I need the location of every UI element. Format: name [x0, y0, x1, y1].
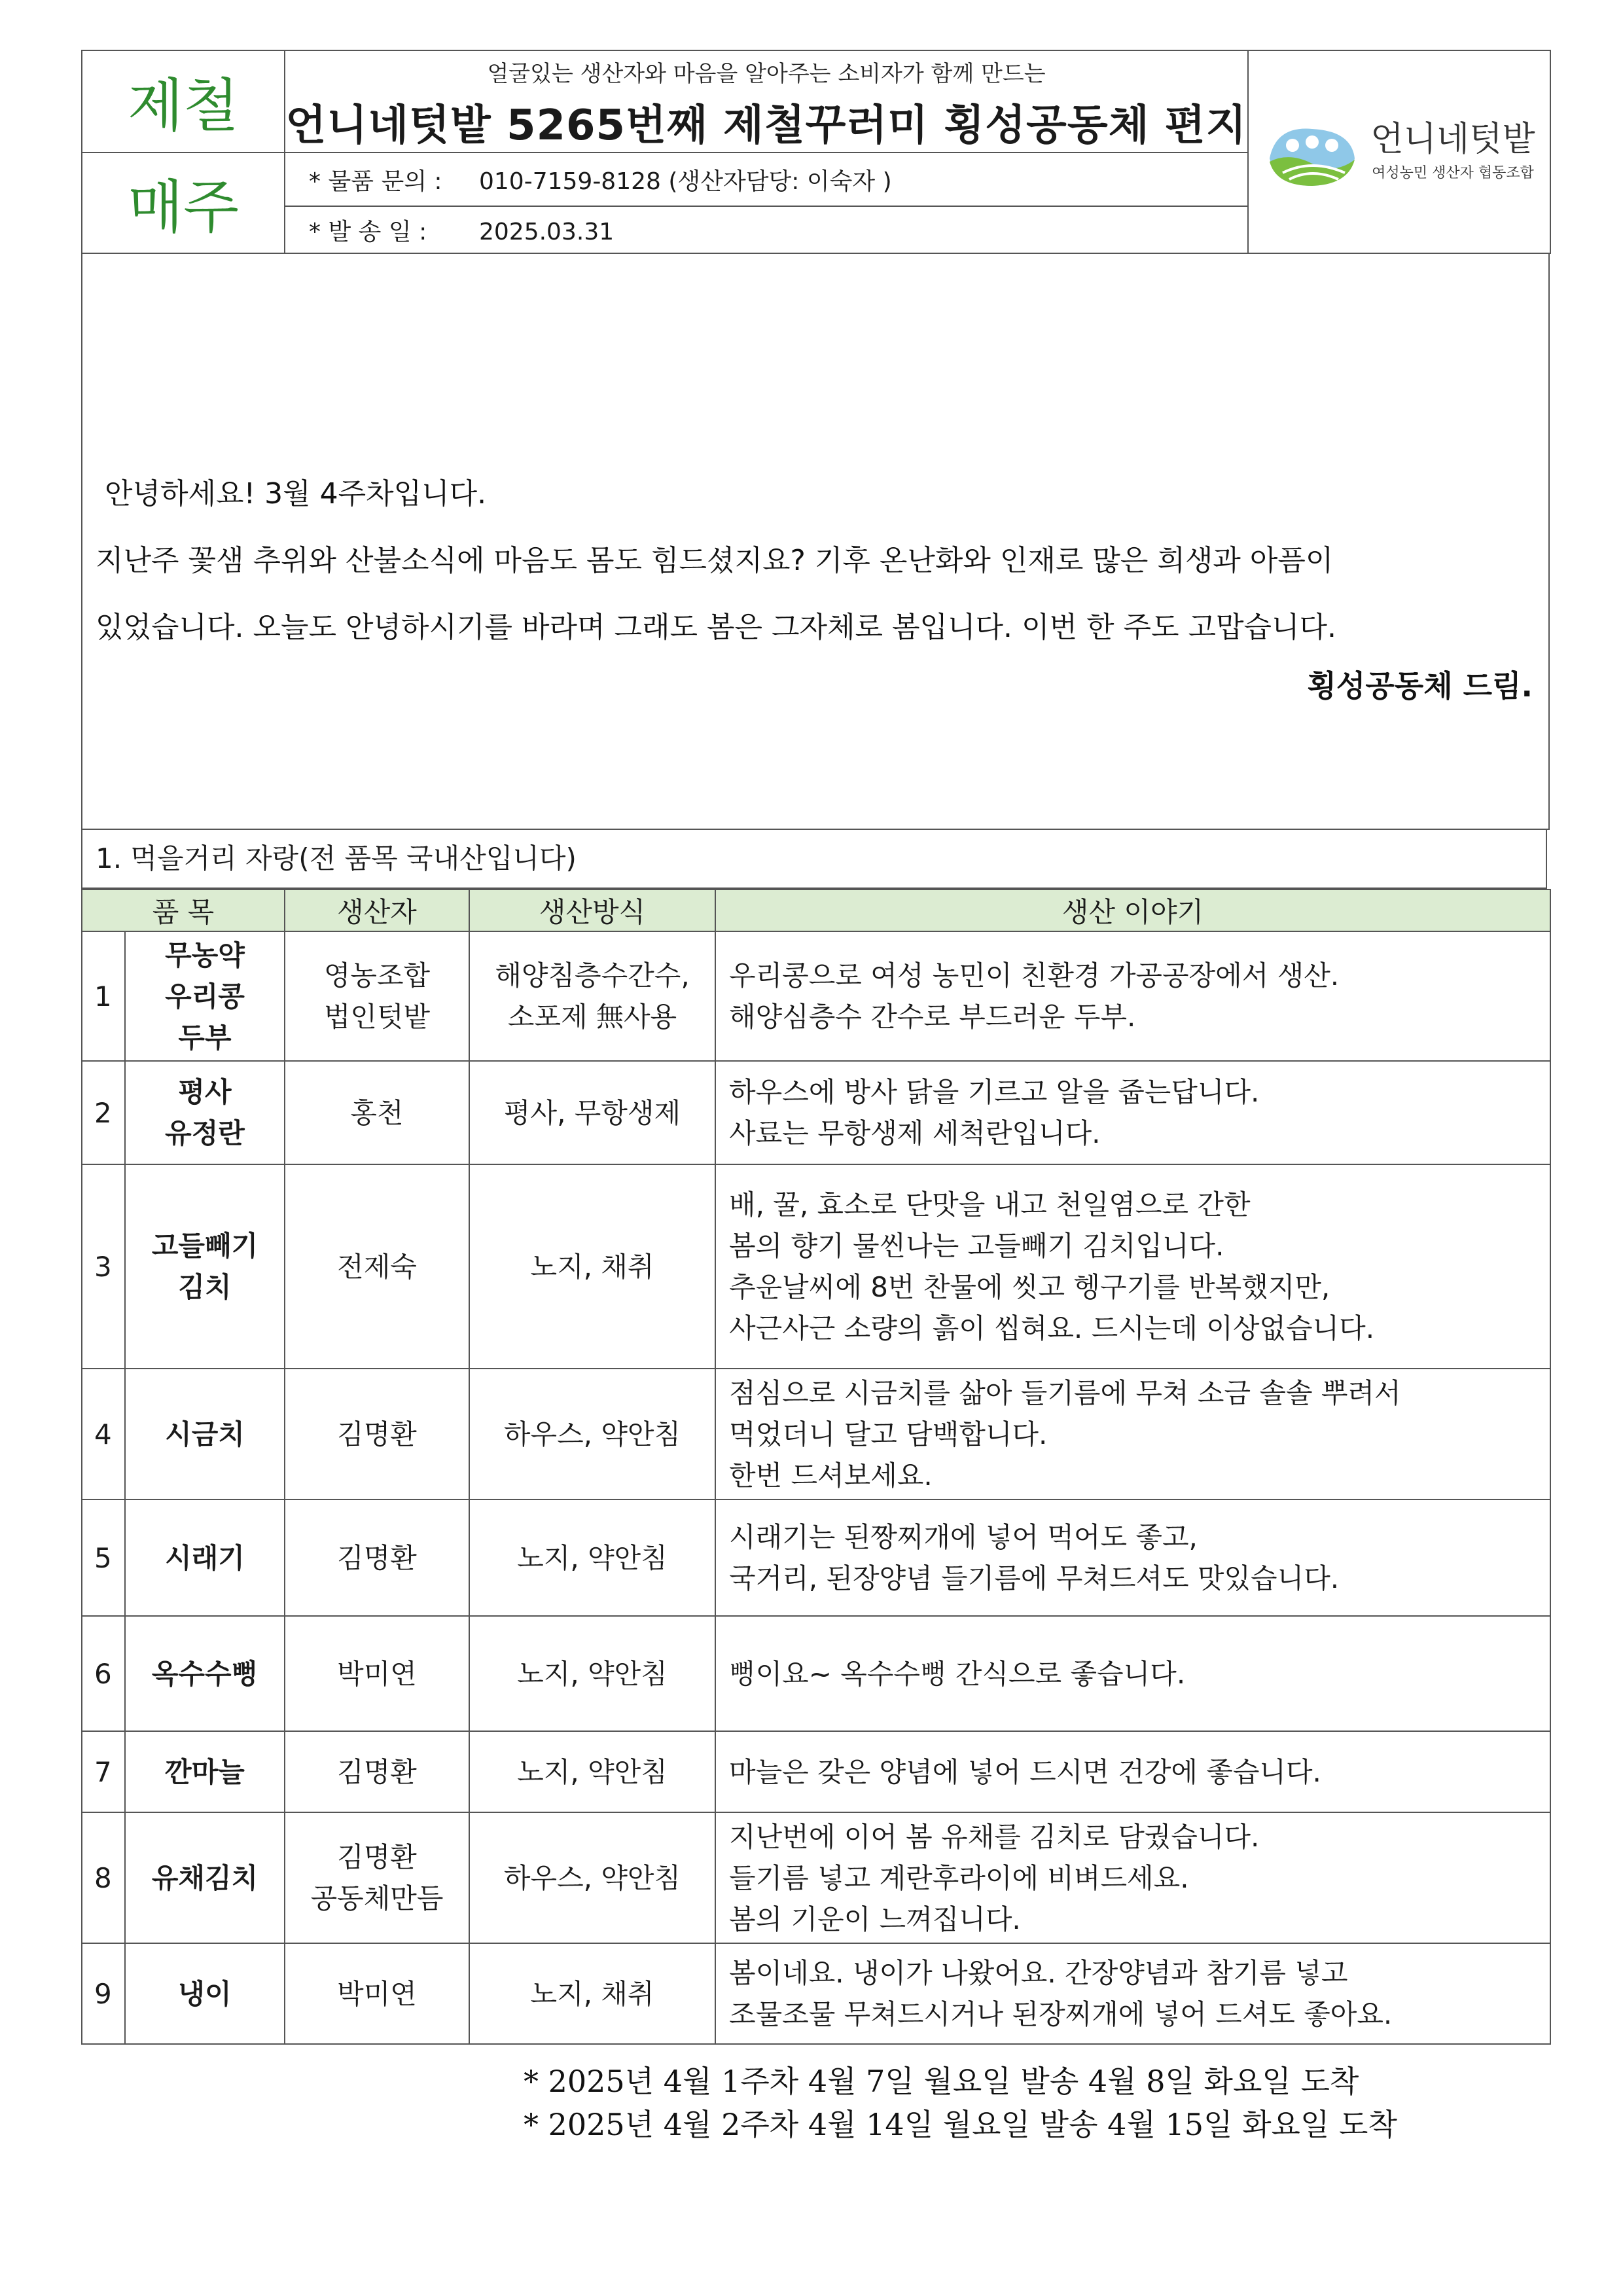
method: 노지, 채취 — [469, 1164, 715, 1369]
story: 봄이네요. 냉이가 나왔어요. 간장양념과 참기름 넣고 조물조물 무쳐드시거나 된장찌개에 넣어 드셔도 좋아요. — [715, 1943, 1550, 2044]
row-number: 7 — [82, 1731, 125, 1812]
producer: 김명환 공동체만듬 — [285, 1812, 469, 1943]
header-method: 생산방식 — [469, 889, 715, 931]
table-row — [82, 1369, 1550, 1499]
inquiry-value: 010-7159-8128 (생산자담당: 이숙자 ) — [479, 168, 892, 195]
story: 배, 꿀, 효소로 단맛을 내고 천일염으로 간한 봄의 향기 물씬나는 고들빼기 김치입니다. 추운날씨에 8번 찬물에 씻고 헹구기를 반복했지만, 사근사근 소량의 흙이 씹혀요. 드시는데 이상없습니다. — [715, 1164, 1550, 1369]
row-number: 6 — [82, 1616, 125, 1731]
table-row — [82, 1943, 1550, 2044]
item-name: 고들빼기 김치 — [125, 1164, 285, 1369]
story: 시래기는 된짱찌개에 넣어 먹어도 좋고, 국거리, 된장양념 들기름에 무쳐드셔도 맛있습니다. — [715, 1499, 1550, 1616]
producer: 전제숙 — [285, 1164, 469, 1369]
delivery-note-1: * 2025년 4월 1주차 4월 7일 월요일 발송 4월 8일 화요일 도착 — [524, 2064, 1359, 2099]
story: 지난번에 이어 봄 유채를 김치로 담궜습니다. 들기름 넣고 계란후라이에 비벼드세요. 봄의 기운이 느껴집니다. — [715, 1812, 1550, 1943]
row-number: 1 — [82, 931, 125, 1061]
row-number: 3 — [82, 1164, 125, 1369]
item-name: 옥수수뻥 — [125, 1616, 285, 1731]
producer: 김명환 — [285, 1369, 469, 1499]
method: 노지, 약안침 — [469, 1616, 715, 1731]
item-name: 무농약 우리콩 두부 — [125, 931, 285, 1061]
header-table — [81, 50, 1551, 254]
table-row — [82, 1812, 1550, 1943]
producer: 김명환 — [285, 1731, 469, 1812]
story: 하우스에 방사 닭을 기르고 알을 줍는답니다. 사료는 무항생제 세척란입니다. — [715, 1061, 1550, 1164]
item-name: 유채김치 — [125, 1812, 285, 1943]
letter-line-2: 지난주 꽃샘 추위와 산불소식에 마음도 몸도 힘드셨지요? 기후 온난화와 인재로 많은 희생과 아픔이 — [96, 544, 1334, 577]
producer: 홍천 — [285, 1061, 469, 1164]
method: 해양침층수간수, 소포제 無사용 — [469, 931, 715, 1061]
method: 노지, 약안침 — [469, 1731, 715, 1812]
method: 하우스, 약안침 — [469, 1812, 715, 1943]
table-row — [82, 1499, 1550, 1616]
letter-line-3: 있었습니다. 오늘도 안녕하시기를 바라며 그래도 봄은 그자체로 봄입니다. 이번 한 주도 고맙습니다. — [96, 611, 1336, 644]
story: 뻥이요~ 옥수수뻥 간식으로 좋습니다. — [715, 1616, 1550, 1731]
letter-signature: 횡성공동체 드림. — [1307, 668, 1533, 704]
method: 평사, 무항생제 — [469, 1061, 715, 1164]
subtitle: 얼굴있는 생산자와 마음을 알아주는 소비자가 함께 만드는 — [487, 60, 1046, 87]
header-producer: 생산자 — [285, 889, 469, 931]
ship-value: 2025.03.31 — [479, 218, 615, 245]
ship-row — [285, 206, 1248, 253]
story: 우리콩으로 여성 농민이 친환경 가공공장에서 생산. 해양심층수 간수로 부드러운 두부. — [715, 931, 1550, 1061]
story: 점심으로 시금치를 삶아 들기름에 무쳐 소금 솔솔 뿌려서 먹었더니 달고 담백합니다. 한번 드셔보세요. — [715, 1369, 1550, 1499]
row-number: 5 — [82, 1499, 125, 1616]
table-row — [82, 1731, 1550, 1812]
item-name: 시래기 — [125, 1499, 285, 1616]
section-title: 1. 먹을거리 자랑(전 품목 국내산입니다) — [81, 829, 1547, 889]
table-row — [82, 931, 1550, 1061]
product-rows — [82, 931, 1550, 2044]
row-number: 9 — [82, 1943, 125, 2044]
side-label-bottom: 매주 — [82, 152, 285, 253]
method: 노지, 약안침 — [469, 1499, 715, 1616]
producer: 김명환 — [285, 1499, 469, 1616]
row-number: 2 — [82, 1061, 125, 1164]
row-number: 8 — [82, 1812, 125, 1943]
logo-block — [1248, 50, 1550, 253]
item-name: 시금치 — [125, 1369, 285, 1499]
delivery-note-2: * 2025년 4월 2주차 4월 14일 월요일 발송 4월 15일 화요일 도착 — [524, 2107, 1397, 2142]
header-story: 생산 이야기 — [715, 889, 1550, 931]
logo-name: 언니네텃밭 — [1370, 119, 1535, 159]
header-item: 품 목 — [82, 889, 285, 931]
product-table — [81, 889, 1551, 2045]
letter-line-1: 안녕하세요! 3월 4주차입니다. — [105, 477, 487, 511]
side-label-top: 제철 — [82, 50, 285, 152]
table-row — [82, 1616, 1550, 1731]
producer: 영농조합 법인텃밭 — [285, 931, 469, 1061]
table-row — [82, 1061, 1550, 1164]
method: 하우스, 약안침 — [469, 1369, 715, 1499]
item-name: 냉이 — [125, 1943, 285, 2044]
item-name: 평사 유정란 — [125, 1061, 285, 1164]
story: 마늘은 갖은 양념에 넣어 드시면 건강에 좋습니다. — [715, 1731, 1550, 1812]
producer: 박미연 — [285, 1616, 469, 1731]
producer: 박미연 — [285, 1943, 469, 2044]
row-number: 4 — [82, 1369, 125, 1499]
inquiry-label: * 물품 문의 : — [309, 168, 442, 195]
inquiry-row — [285, 152, 1248, 206]
item-name: 깐마늘 — [125, 1731, 285, 1812]
title-block — [285, 50, 1248, 152]
ship-label: * 발 송 일 : — [309, 218, 427, 245]
letter-body — [81, 253, 1550, 830]
method: 노지, 채취 — [469, 1943, 715, 2044]
table-row — [82, 1164, 1550, 1369]
page-title: 언니네텃밭 5265번째 제철꾸러미 횡성공동체 편지 — [285, 101, 1247, 150]
logo-icon — [1263, 113, 1361, 191]
logo-subtitle: 여성농민 생산자 협동조합 — [1372, 164, 1534, 181]
